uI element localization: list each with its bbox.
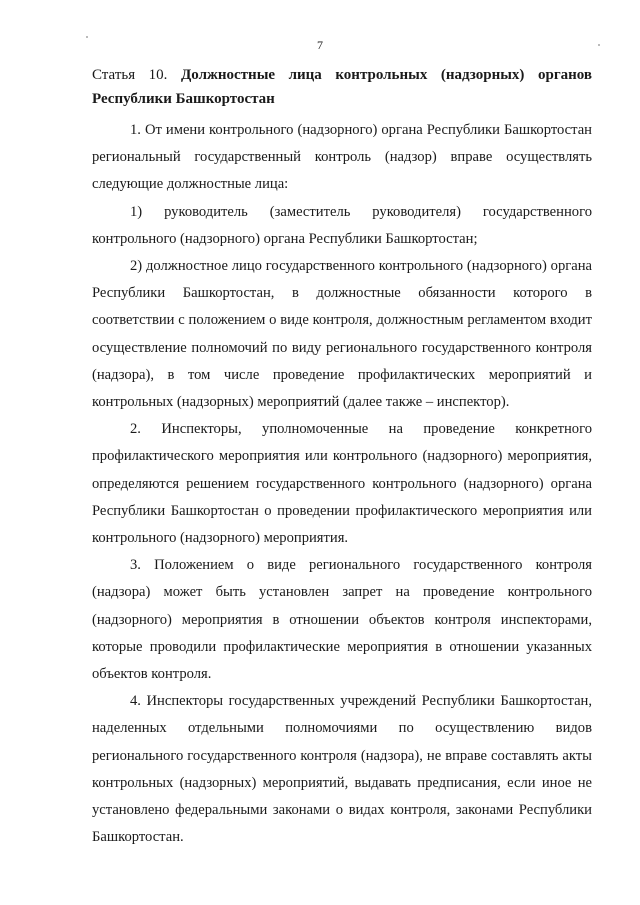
page-number: 7 bbox=[317, 38, 323, 52]
article-body bbox=[92, 117, 592, 851]
article-label: Статья 10. bbox=[92, 67, 168, 83]
paragraph-1-item-1: 1) руководитель (заместитель руководителя) государственного контрольного (надзорного) органа Республики Башкортостан; bbox=[92, 203, 592, 247]
article-heading bbox=[92, 63, 592, 111]
article-title: Должностные лица контрольных (надзорных) органов Республики Башкортостан bbox=[92, 67, 592, 107]
paragraph-3: 3. Положением о виде регионального государственного контроля (надзора) может быть установлен запрет на проведение контрольного (надзорного) мероприятия в отношении объектов контроля инспекторами, которые проводили профилактические мероприятия в отношении указанных объектов контроля. bbox=[92, 557, 592, 683]
paragraph-1: 1. От имени контрольного (надзорного) органа Республики Башкортостан региональный государственный контроль (надзор) вправе осуществлять следующие должностные лица: bbox=[92, 122, 592, 193]
paragraph-1-item-2: 2) должностное лицо государственного контрольного (надзорного) органа Республики Башкортостан, в должностные обязанности которого в соответствии с положением о виде контроля, должностным регламентом входит осуществление полномочий по виду регионального государственного контроля (надзора), в том числе проведение профилактических мероприятий и контрольных (надзорных) мероприятий (далее также – инспектор). bbox=[92, 258, 592, 411]
scan-speck bbox=[86, 36, 88, 38]
scan-speck bbox=[598, 44, 600, 46]
paragraph-2: 2. Инспекторы, уполномоченные на проведение конкретного профилактического мероприятия или контрольного (надзорного) мероприятия, определяются решением государственного контрольного (надзорного) органа Республики Башкортостан о проведении профилактического мероприятия или контрольного (надзорного) мероприятия. bbox=[92, 421, 592, 547]
paragraph-4: 4. Инспекторы государственных учреждений Республики Башкортостан, наделенных отдельными полномочиями по осуществлению видов регионального государственного контроля (надзора), не вправе составлять акты контрольных (надзорных) мероприятий, выдавать предписания, если иное не установлено федеральными законами о видах контроля, законами Республики Башкортостан. bbox=[92, 693, 592, 846]
